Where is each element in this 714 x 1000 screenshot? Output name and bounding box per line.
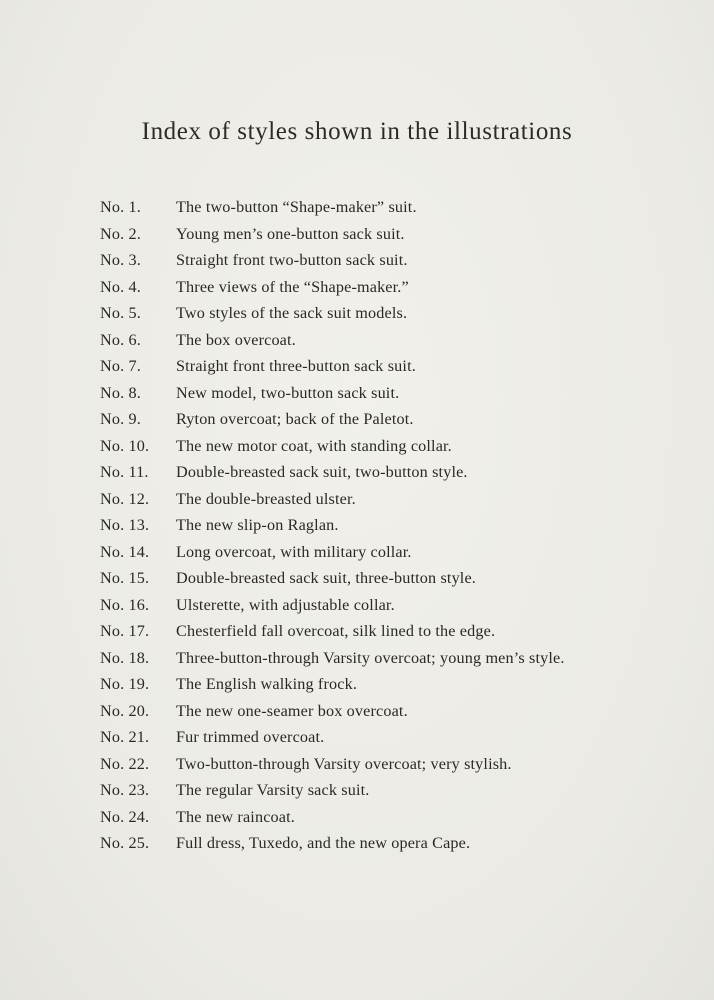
- index-entry: [100, 486, 565, 513]
- entry-number: No. 6.: [100, 330, 141, 349]
- index-entry: [100, 274, 565, 301]
- index-entry: [100, 353, 565, 380]
- entry-description: The regular Varsity sack suit.: [176, 781, 370, 799]
- index-entry: [100, 804, 565, 831]
- entry-description: Double-breasted sack suit, two-button style.: [176, 463, 468, 481]
- entry-description: The English walking frock.: [176, 675, 358, 693]
- entry-number: No. 22.: [100, 754, 150, 773]
- entry-description: The new raincoat.: [176, 807, 295, 826]
- entry-description: Long overcoat, with military collar.: [176, 542, 412, 561]
- entry-number: No. 8.: [100, 383, 141, 402]
- entry-number: No. 21.: [100, 728, 150, 746]
- entry-description: Three views of the “Shape-maker.”: [176, 277, 409, 296]
- entry-description: Double-breasted sack suit, three-button style.: [176, 569, 476, 587]
- entry-number: No. 14.: [100, 542, 150, 561]
- entry-description: Fur trimmed overcoat.: [176, 728, 325, 746]
- entry-number: No. 9.: [100, 410, 141, 428]
- entry-number: No. 11.: [100, 463, 149, 481]
- entry-description: The two-button “Shape-maker” suit.: [176, 198, 417, 216]
- entry-number: No. 24.: [100, 807, 150, 826]
- entry-number: No. 25.: [100, 834, 150, 852]
- entry-description: The box overcoat.: [176, 330, 296, 349]
- entry-description: Straight front two-button sack suit.: [176, 251, 408, 269]
- index-entry: [100, 618, 565, 645]
- index-entry: [100, 512, 565, 539]
- entry-number: No. 2.: [100, 224, 141, 243]
- entry-description: Full dress, Tuxedo, and the new opera Cape.: [176, 834, 471, 852]
- entry-number: No. 20.: [100, 701, 150, 720]
- entry-number: No. 18.: [100, 648, 150, 667]
- index-entry: [100, 777, 565, 804]
- entry-number: No. 16.: [100, 595, 150, 614]
- index-entry: [100, 221, 565, 248]
- index-entry: [100, 459, 565, 486]
- entry-description: Two styles of the sack suit models.: [176, 304, 408, 322]
- entry-description: Two-button-through Varsity overcoat; very stylish.: [176, 754, 512, 773]
- entry-number: No. 23.: [100, 781, 150, 799]
- index-entry: [100, 830, 565, 857]
- entry-number: No. 7.: [100, 357, 141, 375]
- entry-number: No. 4.: [100, 277, 141, 296]
- index-entry: [100, 380, 565, 407]
- index-entry: [100, 565, 565, 592]
- style-index-list: [100, 194, 565, 857]
- entry-number: No. 12.: [100, 489, 150, 508]
- entry-description: New model, two-button sack suit.: [176, 383, 400, 402]
- index-entry: [100, 671, 565, 698]
- index-entry: [100, 300, 565, 327]
- entry-description: The new slip-on Raglan.: [176, 516, 339, 534]
- index-entry: [100, 645, 565, 672]
- entry-description: Ulsterette, with adjustable collar.: [176, 595, 395, 614]
- page-title: Index of styles shown in the illustrations: [141, 118, 573, 145]
- entry-description: The new motor coat, with standing collar.: [176, 436, 452, 455]
- index-entry: [100, 406, 565, 433]
- index-entry: [100, 539, 565, 566]
- entry-number: No. 10.: [100, 436, 150, 455]
- entry-number: No. 1.: [100, 198, 141, 216]
- entry-description: Straight front three-button sack suit.: [176, 357, 416, 375]
- entry-number: No. 13.: [100, 516, 150, 534]
- index-entry: [100, 751, 565, 778]
- index-entry: [100, 194, 565, 221]
- index-entry: [100, 433, 565, 460]
- index-entry: [100, 698, 565, 725]
- entry-description: The double-breasted ulster.: [176, 489, 356, 508]
- entry-number: No. 5.: [100, 304, 141, 322]
- entry-number: No. 17.: [100, 622, 150, 640]
- entry-number: No. 15.: [100, 569, 150, 587]
- entry-description: Young men’s one-button sack suit.: [176, 224, 405, 243]
- entry-number: No. 3.: [100, 251, 141, 269]
- index-entry: [100, 592, 565, 619]
- index-entry: [100, 724, 565, 751]
- entry-number: No. 19.: [100, 675, 150, 693]
- entry-description: The new one-seamer box overcoat.: [176, 701, 408, 720]
- entry-description: Ryton overcoat; back of the Paletot.: [176, 410, 414, 428]
- entry-description: Three-button-through Varsity overcoat; young men’s style.: [176, 648, 565, 667]
- index-entry: [100, 247, 565, 274]
- entry-description: Chesterfield fall overcoat, silk lined to the edge.: [176, 622, 496, 640]
- index-entry: [100, 327, 565, 354]
